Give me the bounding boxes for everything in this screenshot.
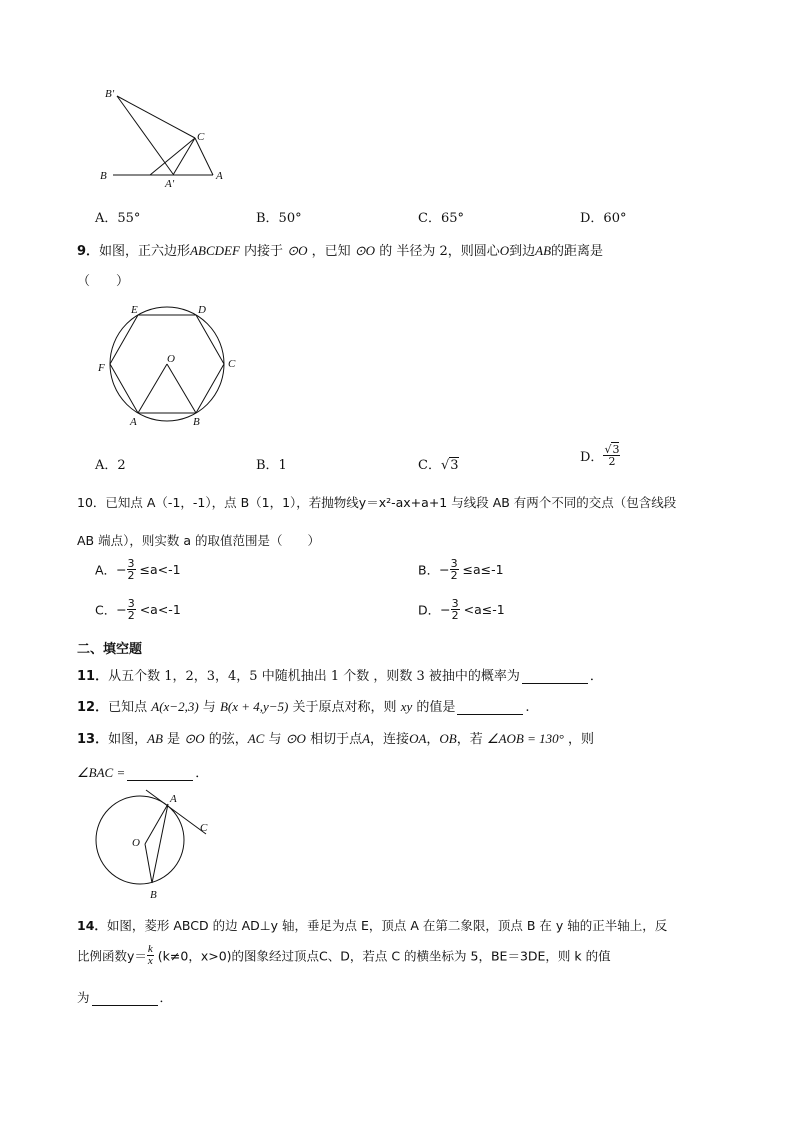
q13-circle: ⊙O — [285, 731, 306, 746]
fraction-denominator: 2 — [127, 609, 135, 622]
option-rest: ≤a<-1 — [139, 562, 181, 577]
label-o: O — [167, 353, 175, 365]
q9-text: ，已知 — [311, 244, 351, 259]
label-bprime: B′ — [105, 88, 115, 100]
q9-option-d — [580, 444, 620, 467]
option-prefix: C． — [95, 602, 117, 618]
fraction-denominator: x — [147, 955, 153, 967]
q13-text: 与 — [268, 732, 282, 747]
label-e: E — [131, 304, 138, 316]
q9-circle: ⊙O — [354, 243, 376, 258]
minus-sign: − — [440, 602, 451, 617]
q13-line1 — [77, 728, 594, 747]
q8-option-a: A．55° — [95, 211, 141, 226]
q9-text: 内接于 — [244, 244, 284, 259]
fraction-numerator: 3 — [127, 557, 135, 570]
q12-text: 关于原点对称，则 — [292, 700, 397, 715]
q14-line2 — [77, 944, 611, 967]
radicand: 3 — [612, 443, 620, 456]
q9-center: O — [499, 243, 510, 258]
q9-hexagon-name: ABCDEF — [190, 243, 240, 258]
label-a: A — [170, 793, 177, 805]
q14-end: ． — [159, 990, 173, 1005]
option-rest: ≤a≤-1 — [462, 562, 504, 577]
q12-xy: xy — [400, 699, 413, 714]
q14-line1 — [77, 916, 667, 934]
q10-option-c — [95, 598, 181, 621]
q12-text: 的值是 — [416, 700, 456, 715]
q13-ob: OB — [439, 731, 457, 746]
q9-number: 9． — [77, 244, 100, 259]
option-prefix: D． — [418, 602, 441, 618]
q9-option-c — [418, 454, 459, 473]
q14-number: 14． — [77, 918, 107, 933]
segment-c-b-dashed — [150, 138, 195, 175]
q11-text: 从五个数 1，2，3，4，5 中随机抽出 1 个数 ，则数 3 被抽中的概率为 — [108, 669, 520, 684]
fraction-numerator: 3 — [451, 597, 459, 610]
q12-number: 12． — [77, 700, 109, 715]
fraction — [127, 558, 136, 581]
answer-blank[interactable] — [92, 993, 158, 1006]
q13-number: 13． — [77, 732, 109, 747]
minus-sign: − — [116, 562, 127, 577]
answer-blank[interactable] — [457, 702, 523, 715]
q13-ac: AC — [247, 731, 265, 746]
q13-oa: OA — [409, 731, 427, 746]
q9-text: 的 半径为 2，则圆心 — [379, 244, 500, 259]
label-b: B — [100, 170, 107, 182]
q14-text: 为 — [77, 990, 90, 1005]
q13-angle-aob: ∠AOB = 130° — [486, 731, 564, 746]
fraction — [450, 558, 459, 581]
fraction — [127, 598, 136, 621]
q8-option-b: B．50° — [256, 211, 302, 226]
q10-option-a — [95, 558, 181, 581]
q12-text: 已知点 — [108, 700, 148, 715]
segment-a-o — [145, 804, 168, 844]
fraction-numerator: 3 — [450, 557, 458, 570]
q9-text: 的距离是 — [551, 244, 604, 259]
fraction-numerator: k — [147, 943, 153, 955]
option-rest: <a≤-1 — [463, 602, 505, 617]
sqrt-sign: √ — [440, 458, 450, 473]
q12-text: 与 — [202, 700, 216, 715]
q9-option-b: B．1 — [256, 458, 287, 473]
q13-text: ， — [426, 732, 440, 747]
q8-option-d: D．60° — [580, 211, 627, 226]
q10-text: 10．已知点 A（-1，-1），点 B（1，1），若抛物线y＝x²-ax+a+1 与线段 AB 有两个不同的交点（包含线段 — [77, 495, 677, 510]
segment-c-aprime — [173, 138, 195, 175]
q13-ab: AB — [147, 731, 163, 746]
segment-o-b — [167, 364, 196, 413]
segment-o-b — [145, 844, 152, 883]
q13-text: ，则 — [567, 732, 594, 747]
q9-option-a: A．2 — [95, 458, 126, 473]
q9-text: 到边 — [509, 244, 536, 259]
label-a: A — [216, 170, 223, 182]
q13-text: ，若 — [456, 732, 483, 747]
q9-edge: AB — [535, 243, 552, 258]
minus-sign: − — [439, 562, 450, 577]
fraction-denominator: 2 — [451, 609, 459, 622]
q9-option-d-prefix: D． — [580, 450, 604, 465]
fraction-denominator: 2 — [127, 569, 135, 582]
label-d: D — [198, 304, 206, 316]
circle-o — [96, 796, 184, 884]
q12-point-a: A(x−2,3) — [151, 699, 199, 714]
q9-figure — [92, 298, 242, 430]
option-prefix: A． — [95, 562, 117, 578]
segment-bprime-aprime — [117, 96, 173, 174]
answer-blank[interactable] — [127, 768, 193, 781]
segment-a-b — [152, 804, 168, 883]
q13-figure — [90, 788, 220, 904]
answer-blank[interactable] — [522, 671, 588, 684]
option-rest: <a<-1 — [139, 602, 181, 617]
q13-point-a: A — [362, 731, 371, 746]
segment-bprime-c — [117, 96, 195, 138]
q12-point-b: B(x + 4,y−5) — [219, 699, 289, 714]
fraction-numerator: √3 — [604, 443, 620, 456]
label-b: B — [150, 889, 157, 901]
q9-circle: ⊙O — [287, 243, 308, 258]
label-aprime: A′ — [165, 178, 175, 190]
q10-option-d — [418, 598, 505, 621]
q13-text: ，连接 — [370, 732, 410, 747]
q13-end: ． — [195, 766, 209, 781]
q12 — [77, 696, 530, 715]
fraction-denominator: 2 — [450, 569, 458, 582]
q13-text: 如图， — [108, 732, 148, 747]
q14-text: 如图，菱形 ABCD 的边 AD⊥y 轴，垂足为点 E，顶点 A 在第二象限，顶点 B 在 y 轴的正半轴上，反 — [106, 918, 668, 933]
label-c: C — [200, 822, 208, 834]
q13-text: 相切于点 — [310, 732, 363, 747]
fraction — [451, 598, 460, 621]
q9-option-c-radicand: 3 — [450, 458, 459, 473]
section-heading-fill-in: 二、填空题 — [77, 642, 143, 657]
label-c: C — [197, 131, 205, 143]
q13-angle-bac: ∠BAC = — [77, 765, 126, 780]
label-f: F — [98, 362, 105, 374]
q9-option-c-prefix: C． — [418, 458, 441, 473]
q10-line1 — [77, 493, 676, 511]
fraction — [603, 444, 620, 467]
fraction-k-over-x — [147, 944, 154, 967]
q14-text: 比例函数y＝ — [77, 948, 147, 964]
segment-o-a — [138, 364, 167, 413]
segment-c-a — [195, 138, 213, 175]
q9-text: 如图，正六边形 — [99, 244, 191, 259]
label-a: A — [130, 416, 137, 428]
q12-end: . — [525, 700, 530, 715]
q9-stem-line1 — [77, 240, 603, 259]
q11-end: ． — [589, 669, 603, 684]
q14-line3 — [77, 988, 172, 1006]
q13-text: 的弦， — [208, 732, 248, 747]
fraction-numerator: 3 — [127, 597, 135, 610]
q8-option-c: C．65° — [418, 211, 464, 226]
q9-paren: （ ） — [77, 274, 130, 289]
q10-option-b — [418, 558, 504, 581]
label-b: B — [193, 416, 200, 428]
q11 — [77, 665, 603, 684]
q11-number: 11． — [77, 669, 109, 684]
minus-sign: − — [116, 602, 127, 617]
label-c: C — [228, 358, 236, 370]
q13-line2 — [77, 762, 208, 781]
q13-circle: ⊙O — [184, 731, 205, 746]
q13-text: 是 — [167, 732, 181, 747]
q8-figure — [95, 84, 235, 190]
label-o: O — [132, 837, 140, 849]
fraction-denominator: 2 — [608, 455, 616, 468]
q14-text: (k≠0，x>0)的图象经过顶点C、D，若点 C 的横坐标为 5，BE＝3DE，则 k 的值 — [157, 948, 611, 964]
option-prefix: B． — [418, 562, 440, 578]
q10-line2: AB 端点），则实数 a 的取值范围是（ ） — [77, 533, 320, 548]
